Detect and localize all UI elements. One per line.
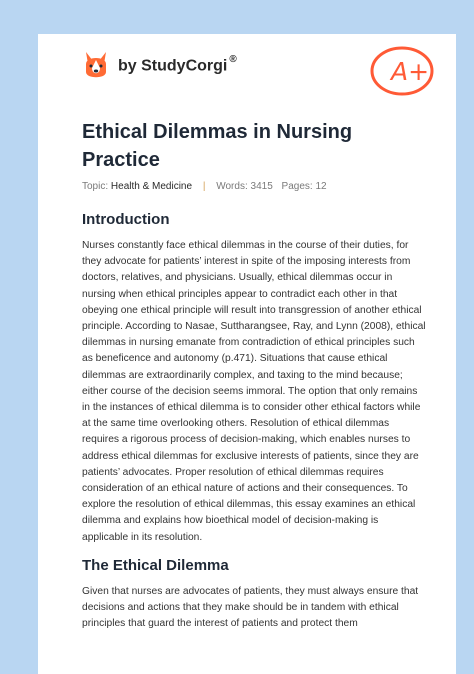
brand-name: by StudyCorgi ® [118, 54, 237, 75]
section-heading-introduction: Introduction [82, 211, 170, 228]
pages-value: 12 [315, 181, 327, 192]
corgi-head-icon [82, 50, 110, 82]
document-page [38, 34, 456, 674]
document-title: Ethical Dilemmas in Nursing Practice [82, 121, 353, 171]
pages-label: Pages: [281, 181, 313, 192]
a-plus-grade-icon [366, 42, 442, 98]
topic-value[interactable]: Health & Medicine [110, 181, 193, 192]
meta-separator: | [202, 181, 206, 192]
topic-label: Topic: [82, 181, 109, 192]
words-label: Words: [216, 181, 248, 192]
words-value: 3415 [250, 181, 273, 192]
brand[interactable] [82, 50, 237, 82]
section-heading-ethical-dilemma: The Ethical Dilemma [82, 557, 229, 574]
section-paragraph-introduction: Nurses constantly face ethical dilemmas in the course of their duties, for they advocate for patients’ interest in spite of the imposing interests from doctors, relatives, and physicians. Usually, ethical dilemmas occur in nursing when ethical principles appear to contradict each other in that obeying one ethical principle will result into transgression of another ethical principle. According to Nasae, Suttharangsee, Ray, and Lynn (2008), ethical dilemmas in nursing emanate from contradiction of ethical principles such as beneficence and autonomy (p.471). Situations that cause ethical dilemmas are extraordinarily complex, and taxing to the mind because; either course of the decision seems immoral. The option that only remains in the instances of ethical dilemma is to consider other ethical factors while at the same time overlooking others. Resolution of ethical dilemmas requires a rigorous process of decision-making, which enables nurses to address ethical dilemmas for exclusive interests of patients, since they are patients’ advocates. Proper resolution of ethical dilemmas requires consideration of an ethical nature of actions and their consequences. To explore the resolution of ethical dilemmas, this essay examines an ethical dilemma and explains how bioethical model of decision-making is applicable in its resolution. [82, 240, 426, 543]
svg-text:A+: A+ [391, 57, 430, 86]
section-paragraph-ethical-dilemma: Given that nurses are advocates of patients, they must always ensure that decisions and actions that they make should be in tandem with ethical principles that guard the interest of patients and protect them [82, 586, 419, 630]
document-meta [82, 180, 327, 194]
